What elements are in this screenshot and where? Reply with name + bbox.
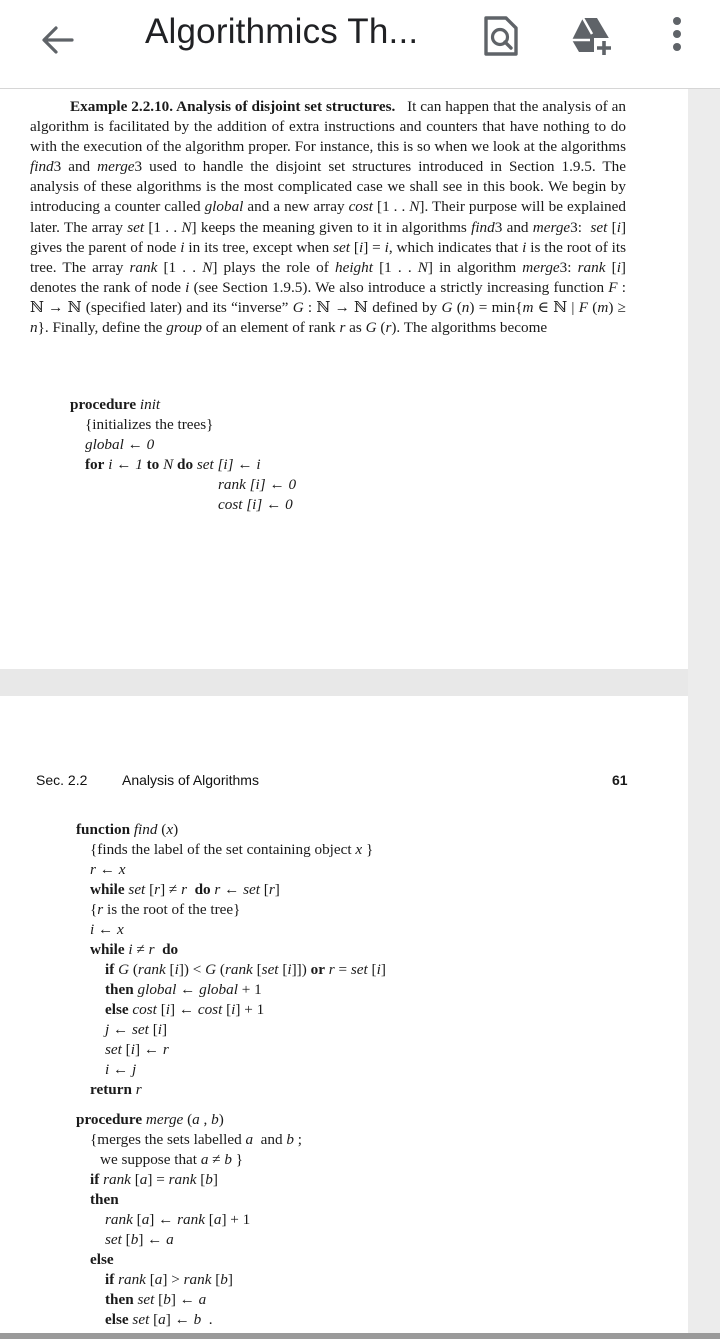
merge-line: then — [90, 1191, 119, 1208]
app-bar — [0, 0, 720, 89]
merge-line: then set [b] ← a — [105, 1291, 207, 1308]
document-title: Algorithmics Th... — [145, 12, 419, 51]
init-for-line: for i ← 1 to N do set [i] ← i — [85, 456, 261, 473]
search-document-icon[interactable] — [478, 14, 522, 58]
find-comment: {finds the label of the set containing object x } — [90, 841, 374, 858]
init-comment: {initializes the trees} — [85, 416, 214, 433]
merge-line: if rank [a] = rank [b] — [90, 1171, 218, 1188]
drive-add-icon[interactable] — [566, 14, 616, 58]
section-title: Analysis of Algorithms — [122, 772, 259, 788]
bottom-scroll-indicator — [0, 1333, 720, 1339]
merge-line: if rank [a] > rank [b] — [105, 1271, 233, 1288]
page-number: 61 — [612, 772, 628, 788]
pdf-page-2 — [0, 696, 688, 1339]
back-arrow-icon[interactable] — [36, 18, 80, 62]
init-cost-line: cost [i] ← 0 — [218, 496, 293, 513]
example-paragraph: Example 2.2.10. Analysis of disjoint set structures. It can happen that the analysis of an algorithm is facilitated by the addition of extra instructions and counters that have nothing to do with the execution of the algorithm proper. For instance, this is so when we look at the algorithms find3 and merge3 used to handle the disjoint set structures introduced in Section 1.9.5. The analysis of these algorithms is the most complicated case we shall see in this book. We begin by introducing a counter called global and a new array cost [1 . . N]. Their purpose will be explained later. The array set [1 . . N] keeps the meaning given to it in algorithms find3 and merge3: set [i] gives the parent of node i in its tree, except when set [i] = i, which indicates that i is the root of its tree. The array rank [1 . . N] plays the role of height [1 . . N] in algorithm merge3: rank [i] denotes the rank of node i (see Section 1.9.5). We also introduce a strictly increasing function F : ℕ → ℕ (specified later) and its “inverse” G : ℕ → ℕ defined by G (n) = min{m ∈ ℕ | F (m) ≥ n}. Finally, define the group of an element of rank r as G (r). The algorithms become — [30, 98, 627, 337]
find-line: j ← set [i] — [105, 1021, 168, 1038]
init-global-line: global ← 0 — [85, 436, 155, 453]
init-rank-line: rank [i] ← 0 — [218, 476, 297, 493]
find-line: i ← x — [90, 921, 124, 938]
find-line: r ← x — [90, 861, 126, 878]
find-line: then global ← global + 1 — [105, 981, 262, 998]
function-find-header: function find (x) — [76, 821, 179, 838]
procedure-init-header: procedure init — [70, 396, 161, 413]
merge-line: else set [a] ← b . — [105, 1311, 213, 1328]
scroll-gutter — [688, 89, 720, 1339]
merge-line: rank [a] ← rank [a] + 1 — [105, 1211, 251, 1228]
find-line: while i ≠ r do — [90, 941, 179, 958]
find-line: if G (rank [i]) < G (rank [set [i]]) or r = set [i] — [105, 961, 386, 978]
merge-line: else — [90, 1251, 114, 1268]
procedure-merge-header: procedure merge (a , b) — [76, 1111, 224, 1128]
find-line: else cost [i] ← cost [i] + 1 — [105, 1001, 265, 1018]
merge-comment: {merges the sets labelled a and b ; — [90, 1131, 303, 1148]
section-number: Sec. 2.2 — [36, 772, 88, 788]
find-line: i ← j — [105, 1061, 137, 1078]
merge-comment: we suppose that a ≠ b } — [100, 1151, 244, 1168]
example-label: Example 2.2.10. Analysis of disjoint set structures. — [70, 98, 396, 115]
find-line: while set [r] ≠ r do r ← set [r] — [90, 881, 280, 898]
find-line: return r — [90, 1081, 142, 1098]
more-vert-icon[interactable] — [664, 14, 690, 58]
find-line: {r is the root of the tree} — [90, 901, 241, 918]
pdf-page-1 — [0, 89, 688, 669]
find-line: set [i] ← r — [105, 1041, 169, 1058]
merge-line: set [b] ← a — [105, 1231, 174, 1248]
